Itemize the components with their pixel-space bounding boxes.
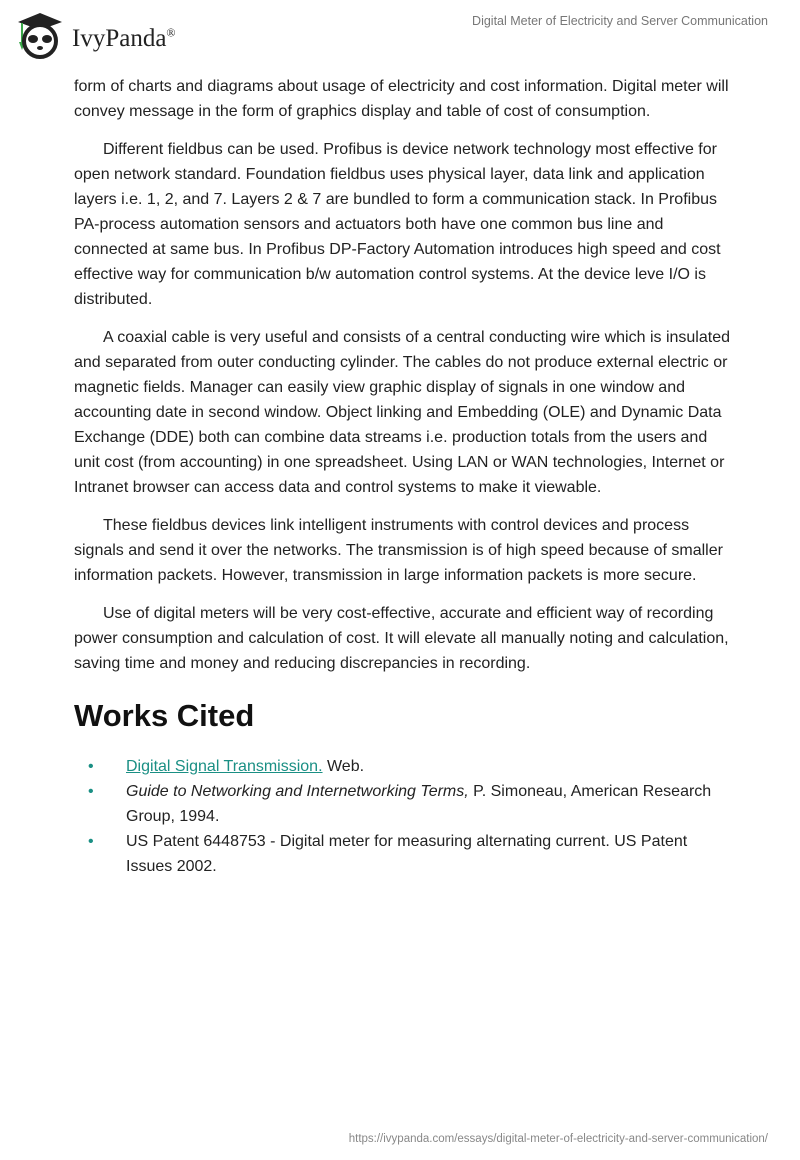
bullet-icon: •	[88, 833, 94, 850]
ivypanda-logo[interactable]	[14, 10, 176, 60]
works-cited-heading: Works Cited	[74, 698, 255, 733]
citation-title: Guide to Networking and Internetworking Terms,	[126, 783, 469, 800]
paragraph: A coaxial cable is very useful and consists of a central conducting wire which is insulated and separated from outer conducting cylinder. The cables do not produce external electric or magnetic fields. Manager can easily view graphic display of signals in one window and accounting date in second window. Object linking and Embedding (OLE) and Dynamic Data Exchange (DDE) both can combine data streams i.e. production totals from the users and unit cost (from accounting) in one spreadsheet. Using LAN or WAN technologies, Internet or Intranet browser can access data and control systems to make it viewable.	[74, 329, 730, 496]
paragraph: Use of digital meters will be very cost-effective, accurate and efficient way of recording power consumption and calculation of cost. It will elevate all manually noting and calculation, saving time and money and reducing discrepancies in recording.	[74, 605, 729, 672]
bullet-icon: •	[88, 758, 94, 775]
bullet-icon: •	[88, 783, 94, 800]
document-title: Digital Meter of Electricity and Server Communication	[472, 14, 768, 28]
paragraph: form of charts and diagrams about usage of electricity and cost information. Digital meter will convey message in the form of graphics display and table of cost of consumption.	[74, 78, 729, 120]
logo-text: IvyPanda®	[72, 25, 176, 52]
works-cited-list	[74, 754, 730, 879]
footer-url: https://ivypanda.com/essays/digital-meter-of-electricity-and-server-communication/	[348, 1133, 768, 1145]
citation-item	[74, 779, 730, 829]
citation-link[interactable]: Digital Signal Transmission.	[126, 758, 323, 775]
citation-text: US Patent 6448753 - Digital meter for measuring alternating current. US Patent Issues 2002.	[126, 833, 688, 875]
citation-text: P. Simoneau, American Research Group, 1994.	[126, 783, 712, 825]
article-body	[74, 74, 730, 879]
citation-item	[74, 829, 730, 879]
citation-item	[74, 754, 730, 779]
panda-logo-icon	[14, 10, 66, 60]
citation-text: Web.	[322, 758, 365, 775]
paragraph: Different fieldbus can be used. Profibus is device network technology most effective for open network standard. Foundation fieldbus uses physical layer, data link and application layers i.e. 1, 2, and 7. Layers 2 & 7 are bundled to form a communication stack. In Profibus PA-process automation sensors and actuators both have one common bus line and connected at same bus. In Profibus DP-Factory Automation introduces high speed and cost effective way for communication b/w automation control systems. At the device leve I/O is distributed.	[74, 141, 721, 308]
paragraph: These fieldbus devices link intelligent instruments with control devices and process signals and send it over the networks. The transmission is of high speed because of smaller information packets. However, transmission in large information packets is more secure.	[74, 517, 723, 584]
